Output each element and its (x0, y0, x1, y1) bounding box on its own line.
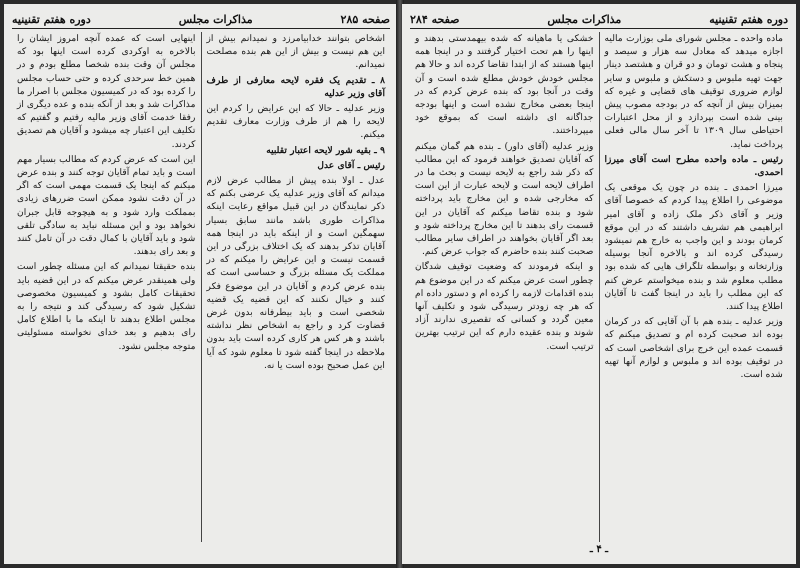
left-page-header (12, 10, 390, 29)
right-header-session: دوره هفتم تقنینیه (709, 12, 788, 26)
speaker-line: رئیس ـ ماده واحده مطرح است آقای میرزا احمدی. (604, 153, 783, 179)
paragraph: عدل ـ اولا بنده پیش از مطالب عرض لازم میدانم که آقای وزیر عدلیه یک عرضی بکنم که ذکر نمایندگان در این قبیل مواقع رعایت اینکه مذاکرات طوری باشد مانند سابق بسیار سهمگین است و از اینکه باید در اینجا همه آقایان تذکر بدهند که یک اختلاف بزرگی در این قسمت نیست و این عرایض را میکنم که در مملکت یک مسئله بزرگ و حساسی است که بنده عرض کردم و آقایان در این موضوع فکر کنند و خیال نکنند که این قضیه یک قضیه شخصی است و باید بیطرفانه بدون غرض قضاوت کرد و راجع به اشخاص نظر نداشته باشند و هر کس هر کاری کرده است باید بدون ملاحظه در اینجا گفته شود تا معلوم شود که آیا این عمل صحیح بوده است یا نه. (206, 175, 385, 371)
left-page-columns (12, 32, 390, 542)
paragraph: وزیر عدلیه ـ بنده هم با آن آقایی که در کرمان بوده اند صحبت کرده ام و تصدیق میکنم که قسمت عمده این خرج برای اشخاصی است که در توقیف بوده اند و ملبوس و لوازم آنها تهیه شده است. (604, 316, 783, 381)
left-page (4, 4, 398, 564)
paragraph: بنده حقیقتا نمیدانم که این مسئله چطور است ولی همینقدر عرض میکنم که در این قضیه باید تحقیقات کامل بشود و کمیسیون مخصوصی تشکیل شود که رسیدگی کند و نتیجه را به مجلس اطلاع بدهند تا اینکه ما با اطلاع کامل رای بدهیم و بعد خدای نخواسته مسئولیتی متوجه مجلس نشود. (17, 261, 196, 352)
right-header-page-number: صفحه ۲۸۴ (410, 12, 460, 26)
paragraph: وزیر عدلیه (آقای داور) ـ بنده هم گمان میکنم که آقایان تصدیق خواهند فرمود که این مطالب که ذکر شد راجع به لایحه نیست و بحث ما در اطراف لایحه است و لایحه عبارت از این است که مخارجی شده و این مخارج باید پرداخته شود و بنده تقاضا میکنم که آقایان در این قسمت رای بدهند تا این مخارج پرداخته شود و بعد اگر آقایان بخواهند در اطراف سایر مطالب صحبت کنند بنده حاضرم که جواب عرض کنم. (415, 140, 594, 258)
paragraph: خشکی یا ماهیانه که شده بیهمدستی بدهند و اینها را هم تحت اختیار گرفتند و در اینجا همه اینها هستند که از ابتدا تقاضا کرده اند و حالا هم مجلس خودش خودش مطلع شده است و آن وقت در آنجا بود که بنده عرض کردم که در اینجا بعضی مخارج نشده است و اینها بودجه جداگانه ای داشته است که بموقع خود میپرداختند. (415, 33, 594, 137)
speaker-line: رئیس ـ آقای عدل (317, 159, 385, 171)
left-header-journal: مذاکرات مجلس (178, 12, 253, 26)
left-page-column-right (202, 32, 391, 542)
right-page (402, 4, 796, 564)
page-footer-number: ـ ۴ ـ (589, 544, 609, 555)
right-page-column-left (410, 32, 600, 542)
right-page-column-right (600, 32, 789, 542)
right-page-header (410, 10, 788, 29)
right-page-columns (410, 32, 788, 542)
paragraph: اینهایی است که عمده آنچه امروز ایشان را بالاخره به اوکردی کرده است اینها بود که مجلس آن وقت بنده شخصا مطلع بودم و در همین خط سرحدی کرده و حتی حساب مجلس را کرده بود که در کمیسیون مجلس با اصرار ما مذاکرات شد و بعد از آنکه بنده و عده دیگری از رفقا خدمت آقای وزیر مالیه رفتیم و گفتیم که تکلیف این اعتبار چه میشود و آقایان هم تصدیق کردند. (16, 33, 196, 150)
paragraph: ماده واحده ـ مجلس شورای ملی بوزارت مالیه اجازه میدهد که معادل سه هزار و سیصد و پنجاه و هشت تومان و دو قران و هشتصد دینار جهت تهیه ملبوس و دستکش و ملبوس و سایر لوازم ضروری توقیف های قضایی و غیره که بمیزان بیش از آنچه که در بودجه مصوب پیش بینی شده است بپردازد و از محل اعتبارات احتیاطی سال ۱۳۰۹ تا آخر سال مالی فعلی پرداخت نماید. (604, 33, 784, 150)
paragraph: وزیر عدلیه ـ حالا که این عرایض را کردم این لایحه را هم از طرف وزارت معارف تقدیم میکنم. (206, 103, 385, 141)
left-page-column-left (12, 32, 202, 542)
left-header-page-number: صفحه ۲۸۵ (340, 12, 390, 26)
left-header-session: دوره هفتم تقنینیه (12, 12, 91, 26)
paragraph: این است که عرض کردم که مطالب بسیار مهم است و باید تمام آقایان توجه کنند و بنده عرض میکنم که اینجا یک قسمت مهمی است که اگر در آن دقت نشود ممکن است ضررهای زیادی بمملکت وارد شود و به هیچوجه قابل جبران نخواهد بود و این مسئله نباید به سادگی تلقی شود و باید آقایان با کمال دقت در آن تامل کنند و بعد رای بدهند. (17, 153, 196, 258)
section-heading: ۸ ـ تقدیم یک فقره لایحه معارفی از طرف آقای وزیر عدلیه (206, 74, 385, 99)
paragraph: اشخاص بتوانند خدابیامرزد و نمیدانم بیش از این هم نیست و بیش از این هم بنده مصلحت نمیدانم. (206, 33, 385, 71)
paragraph: میرزا احمدی ـ بنده در چون یک موقعی یک موضوعی را اطلاع پیدا کردم که خصوصا آقای وزیر و آقای ذکر ملک زاده و آقای امیر ابراهیمی هم تشریف داشتند که در این موقع کرمان بودند و این واجب به خارج هم نمیشود رسیدگی کرده اند و بالاخره آنجا بوسیله وزارتخانه و بواسطه تلگراف هایی که شده بود مطلب معلوم شد و بنده میخواستم عرض کنم که این مطلب را باید در اینجا گفت تا آقایان اطلاع پیدا کنند. (604, 182, 783, 313)
paragraph: و اینکه فرمودند که وضعیت توقیف شدگان چطور است عرض میکنم که در این موضوع هم بنده اقدامات لازمه را کرده ام و دستور داده ام که هر چه زودتر رسیدگی شود و تکلیف آنها معین گردد و کسانی که تقصیری ندارند آزاد شوند و بنده عقیده دارم که این ترتیب بهترین ترتیب است. (415, 261, 594, 352)
section-heading: ۹ ـ بقیه شور لایحه اعتبار تقلبیه (266, 144, 385, 156)
right-header-journal: مذاکرات مجلس (547, 12, 622, 26)
